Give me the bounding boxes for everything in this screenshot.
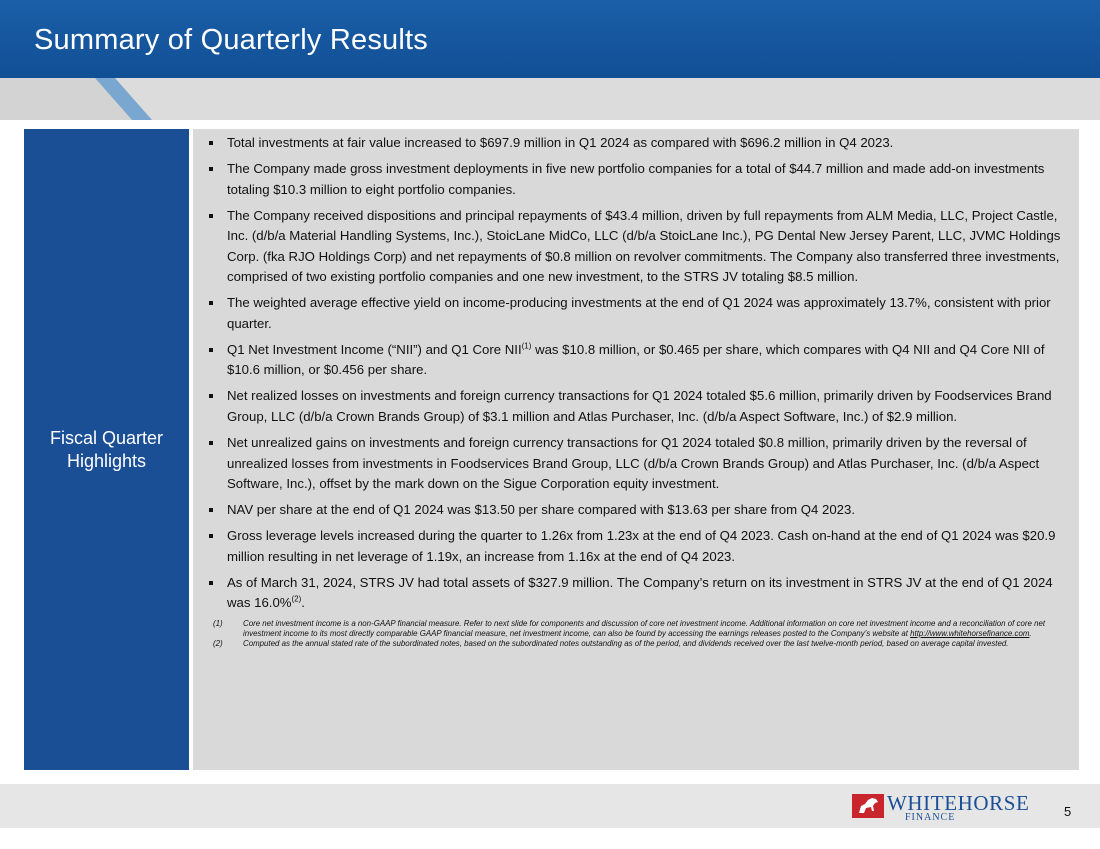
- horse-logo-icon: [852, 794, 884, 818]
- page-title: Summary of Quarterly Results: [34, 24, 428, 56]
- highlight-item: [203, 340, 1065, 381]
- page-number: 5: [1064, 804, 1072, 819]
- footnote: [203, 639, 1065, 649]
- company-logo: [852, 793, 1029, 823]
- highlight-item: The weighted average effective yield on income-producing investments at the end of Q1 2024 was approximately 13.7%, consistent with prior quarter.: [203, 293, 1065, 334]
- footnote-ref: (1): [521, 341, 532, 351]
- logo-wordmark: [887, 793, 1029, 823]
- highlight-item: Net unrealized gains on investments and foreign currency transactions for Q1 2024 totaled $0.8 million, primarily driven by the reversal of unrealized losses from investments in Foodservices Brand Group, LLC (d/b/a Crown Brands Group) and Atlas Purchaser, Inc. (d/b/a Aspect Software, Inc.), offset by the mark down on the Sigue Corporation equity investment.: [203, 433, 1065, 495]
- footnote: [203, 619, 1065, 638]
- footnote-text: Core net investment income is a non-GAAP financial measure. Refer to next slide for components and discussion of core net investment income. Additional information on core net investment income and a reconciliation of core net investment income to its most directly comparable GAAP financial measure, net investment income, can also be found by accessing the earnings releases posted to the Company’s website at: [243, 619, 1046, 639]
- highlight-item: The Company made gross investment deployments in five new portfolio companies for a total of $44.7 million and made add-on investments totaling $10.3 million to eight portfolio companies.: [203, 159, 1065, 200]
- section-label: Fiscal Quarter Highlights: [49, 427, 164, 471]
- section-label-panel: [24, 129, 189, 770]
- highlight-text: .: [301, 595, 305, 611]
- highlight-item: [203, 573, 1065, 614]
- highlight-text: As of March 31, 2024, STRS JV had total assets of $327.9 million. The Company’s return on its investment in STRS JV at the end of Q1 2024 was 16.0%: [227, 574, 1053, 611]
- footnote-number: (1): [213, 619, 223, 629]
- header-wedge-decoration: [0, 78, 160, 120]
- footnote-tail: .: [1029, 629, 1032, 639]
- highlight-item: The Company received dispositions and principal repayments of $43.4 million, driven by full repayments from ALM Media, LLC, Project Castle, Inc. (d/b/a Material Handling Systems, Inc.), StoicLane MidCo, LLC (d/b/a StoicLane Inc.), PG Dental New Jersey Parent, LLC, JVMC Holdings Corp. (fka RJO Holdings Corp) and net repayments of $0.8 million on revolver commitments. The Company also transferred three investments, comprised of two existing portfolio companies and one new investment, to the STRS JV totaling $8.5 million.: [203, 206, 1065, 288]
- logo-sub-text: FINANCE: [905, 812, 956, 823]
- highlight-item: NAV per share at the end of Q1 2024 was $13.50 per share compared with $13.63 per share from Q4 2023.: [203, 500, 1065, 521]
- footnote-text: Computed as the annual stated rate of the subordinated notes, based on the subordinated notes outstanding as of the period, and dividends received over the last twelve-month period, based on average capital invested.: [243, 638, 1009, 648]
- header-bar: [0, 0, 1100, 78]
- highlight-item: Gross leverage levels increased during the quarter to 1.26x from 1.23x at the end of Q4 2023. Cash on-hand at the end of Q1 2024 was $20.9 million resulting in net leverage of 1.19x, an increase from 1.16x at the end of Q4 2023.: [203, 526, 1065, 567]
- highlight-item: Net realized losses on investments and foreign currency transactions for Q1 2024 totaled $5.6 million, primarily driven by Foodservices Brand Group, LLC (d/b/a Crown Brands Group) of $3.1 million and Atlas Purchaser, Inc. (d/b/a Aspect Software, Inc.) of $2.9 million.: [203, 386, 1065, 427]
- logo-main-text: WHITEHORSE: [887, 791, 1030, 815]
- highlights-panel: [193, 129, 1079, 770]
- footnote-ref: (2): [291, 594, 302, 604]
- highlight-text: Q1 Net Investment Income (“NII”) and Q1 Core NII: [227, 341, 522, 357]
- highlight-item: Total investments at fair value increased to $697.9 million in Q1 2024 as compared with $696.2 million in Q4 2023.: [203, 133, 1065, 154]
- footnote-number: (2): [213, 638, 223, 648]
- website-link[interactable]: http://www.whitehorsefinance.com: [910, 629, 1030, 639]
- highlight-text: was $10.8 million, or $0.465 per share, which compares with Q4 NII and Q4 Core NII of $10.6 million, or $0.456 per share.: [227, 341, 1045, 378]
- footnotes: [203, 619, 1065, 648]
- header-subbar: [0, 78, 1100, 120]
- highlights-list: [203, 133, 1065, 614]
